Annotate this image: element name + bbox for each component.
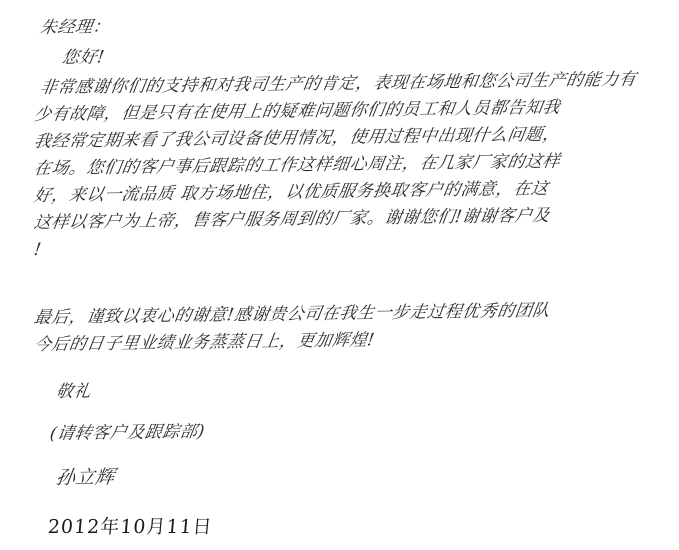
salutation: 朱经理： bbox=[38, 17, 112, 38]
signature: 孙立辉 bbox=[54, 466, 117, 489]
body-line-5: 好，来以一流品质 取方场地住，以优质服务换取客户的满意，在这 bbox=[32, 178, 550, 206]
paragraph2-line-2: 今后的日子里业绩业务蒸蒸日上，更加辉煌! bbox=[32, 330, 377, 355]
body-line-4: 在场。您们的客户事后跟踪的工作这样细心周注，在几家厂家的这样 bbox=[32, 151, 562, 179]
body-line-3: 我经常定期来看了我公司设备使用情况，使用过程中出现什么问题， bbox=[32, 124, 562, 152]
date: 2012年10月11日 bbox=[46, 516, 214, 538]
body-line-7: ! bbox=[32, 239, 43, 260]
body-line-6: 这样以客户为上帝，售客户服务周到的厂家。谢谢您们!谢谢客户及 bbox=[32, 205, 552, 233]
routing-note: (请转客户及跟踪部) bbox=[48, 421, 207, 444]
paragraph2-line-1: 最后，谨致以衷心的谢意!感谢贵公司在我生一步走过程优秀的团队 bbox=[32, 300, 552, 328]
closing: 敬礼 bbox=[54, 381, 93, 402]
greeting: 您好! bbox=[60, 47, 106, 68]
body-line-2: 少有故障，但是只有在使用上的疑难问题你们的员工和人员都告知我 bbox=[32, 97, 562, 125]
body-line-1: 非常感谢你们的支持和对我司生产的肯定，表现在场地和您公司生产的能力有 bbox=[38, 69, 638, 98]
